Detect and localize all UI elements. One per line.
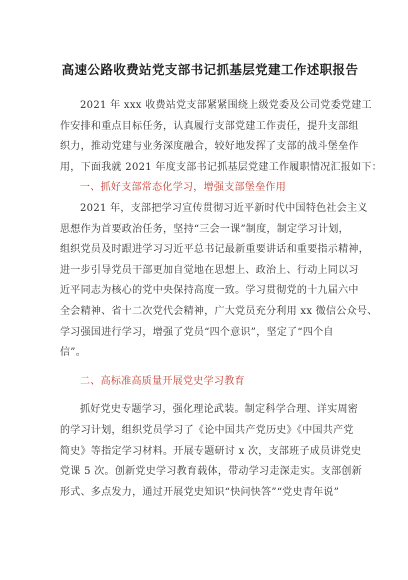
section-heading-2: 二、高标准高质量开展党史学习教育 [80,375,245,387]
paragraph-line: 织力，推动党建与业务深度融合，较好地发挥了支部的战斗堡垒作 [60,141,359,153]
paragraph-line: 组织党员及时跟进学习习近平总书记最新重要讲话和重要指示精神， [60,244,369,256]
paragraph-line: 进一步引导党员干部更加自觉地在思想上、政治上、行动上同以习 [60,264,359,276]
paragraph-line: 学习强国进行学习，增强了党员“四个意识”，坚定了“四个自 [60,326,334,338]
paragraph-line: 的学习计划，组织党员学习了《论中国共产党历史》《中国共产党 [60,424,354,436]
paragraph-line: 思想作为首要政治任务，坚持“三会一课”制度，制定学习计划， [60,223,349,235]
paragraph-line: 简史》等指定学习材料。开展专题研讨 x 次，支部班子成员讲党史 [60,445,362,457]
paragraph-line: 信”。 [60,347,87,359]
section-heading-1: 一、抓好支部常态化学习，增强支部堡垒作用 [80,182,286,194]
paragraph-line: 党课 5 次。创新党史学习教育载体，带动学习走深走实。支部创新 [60,466,363,478]
paragraph-line: 抓好党史专题学习，强化理论武装。制定科学合理、详实周密 [80,404,359,416]
paragraph-line: 近平同志为核心的党中央保持高度一致。学习贯彻党的十九届六中 [60,285,359,297]
paragraph-line: 2021 年 xxx 收费站党支部紧紧围绕上级党委及公司党委党建工 [80,100,372,111]
section1-paragraph [60,199,378,364]
paragraph-line: 2021 年，支部把学习宣传贯彻习近平新时代中国特色社会主义 [80,202,368,214]
paragraph-line: 全会精神、省十二次党代会精神，广大党员充分利用 xx 微信公众号、 [60,305,378,317]
section2-paragraph [60,400,363,503]
paragraph-line: 作安排和重点目标任务，认真履行支部党建工作责任，提升支部组 [60,120,359,132]
intro-paragraph [60,96,383,178]
paragraph-line: 形式、多点发力，通过开展党史知识“快问快答”“党史青年说” [60,486,340,498]
paragraph-line: 用，下面我就 2021 年度支部书记抓基层党建工作履职情况汇报如下： [60,161,383,173]
document-title: 高速公路收费站党支部书记抓基层党建工作述职报告 [61,62,359,77]
